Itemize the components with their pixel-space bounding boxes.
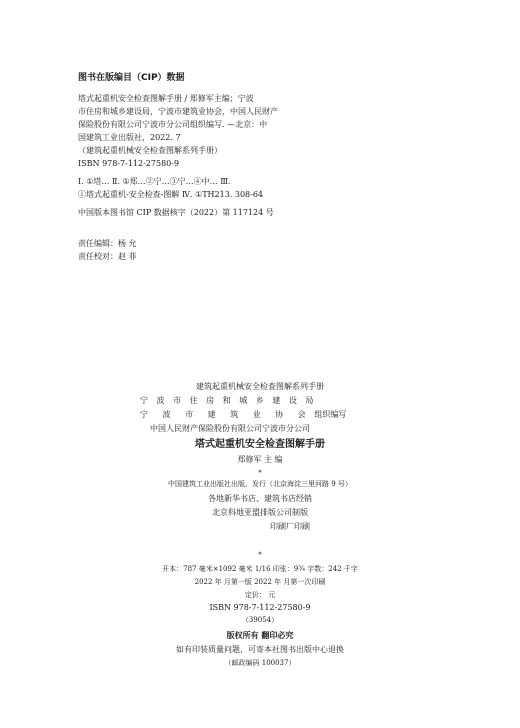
cip-classification: Ⅰ. ①塔… Ⅱ. ①郑…②宁…③宁…④中… Ⅲ. [78,177,231,186]
quality-notice: 如有印装质量问题，可寄本社图书出版中心退换 [176,645,344,654]
separator-star: * [258,551,262,559]
cip-isbn: ISBN 978-7-112-27580-9 [78,159,180,168]
organizer-housing-bureau: 宁 波 市 住 房 和 城 乡 建 设 局 [140,396,317,405]
organizer-insurance-company: 中国人民财产保险股份有限公司宁波市分公司 [150,424,310,433]
cip-line: （建筑起重机械安全检查图解系列手册） [78,146,222,155]
cip-heading: 图书在版编目（CIP）数据 [78,73,185,83]
organizer-construction-association: 宁 波 市 建 筑 业 协 会 组织编写 [140,410,347,419]
responsible-editor: 责任编辑：杨 允 [78,239,137,248]
cip-line: 塔式起重机安全检查图解手册 / 郑修军主编；宁波 [78,94,254,103]
cip-classification: ①塔式起重机-安全检查-图解 Ⅳ. ①TH213. 308-64 [78,190,264,199]
cip-record-number: 中国版本图书馆 CIP 数据核字（2022）第 117124 号 [78,208,274,217]
typesetter: 北京科地亚盟排版公司制版 [212,508,308,517]
publisher: 中国建筑工业出版社出版、发行（北京海淀三里河路 9 号） [168,480,352,488]
cip-line: 市住房和城乡建设局，宁波市建筑业协会，中国人民财产 [78,107,278,116]
price: 定价： 元 [244,591,276,599]
cip-line: 保险股份有限公司宁波市分公司组织编写. —北京：中 [78,120,268,129]
printer: 印刷厂印刷 [270,522,310,531]
copyright-notice: 版权所有 翻印必究 [226,631,294,640]
cip-line: 国建筑工业出版社，2022. 7 [78,133,181,142]
book-title: 塔式起重机安全检查图解手册 [195,439,325,450]
catalog-code: （39054） [241,616,279,624]
separator-star: * [258,469,262,477]
edition-info: 2022 年 月第一版 2022 年 月第一次印刷 [194,578,326,586]
isbn: ISBN 978-7-112-27580-9 [209,603,311,612]
series-name: 建筑起重机械安全检查图解系列手册 [196,382,324,391]
distributor: 各地新华书店、建筑书店经销 [208,494,312,503]
postal-code: （邮政编码 100037） [224,659,296,667]
format-specs: 开本：787 毫米×1092 毫米 1/16 印张：9¾ 字数：242 千字 [162,565,358,573]
chief-editor: 郑修军 主 编 [237,455,283,464]
responsible-proofreader: 责任校对：赵 菲 [78,252,137,261]
compile-role: 组织编写 [314,410,347,419]
